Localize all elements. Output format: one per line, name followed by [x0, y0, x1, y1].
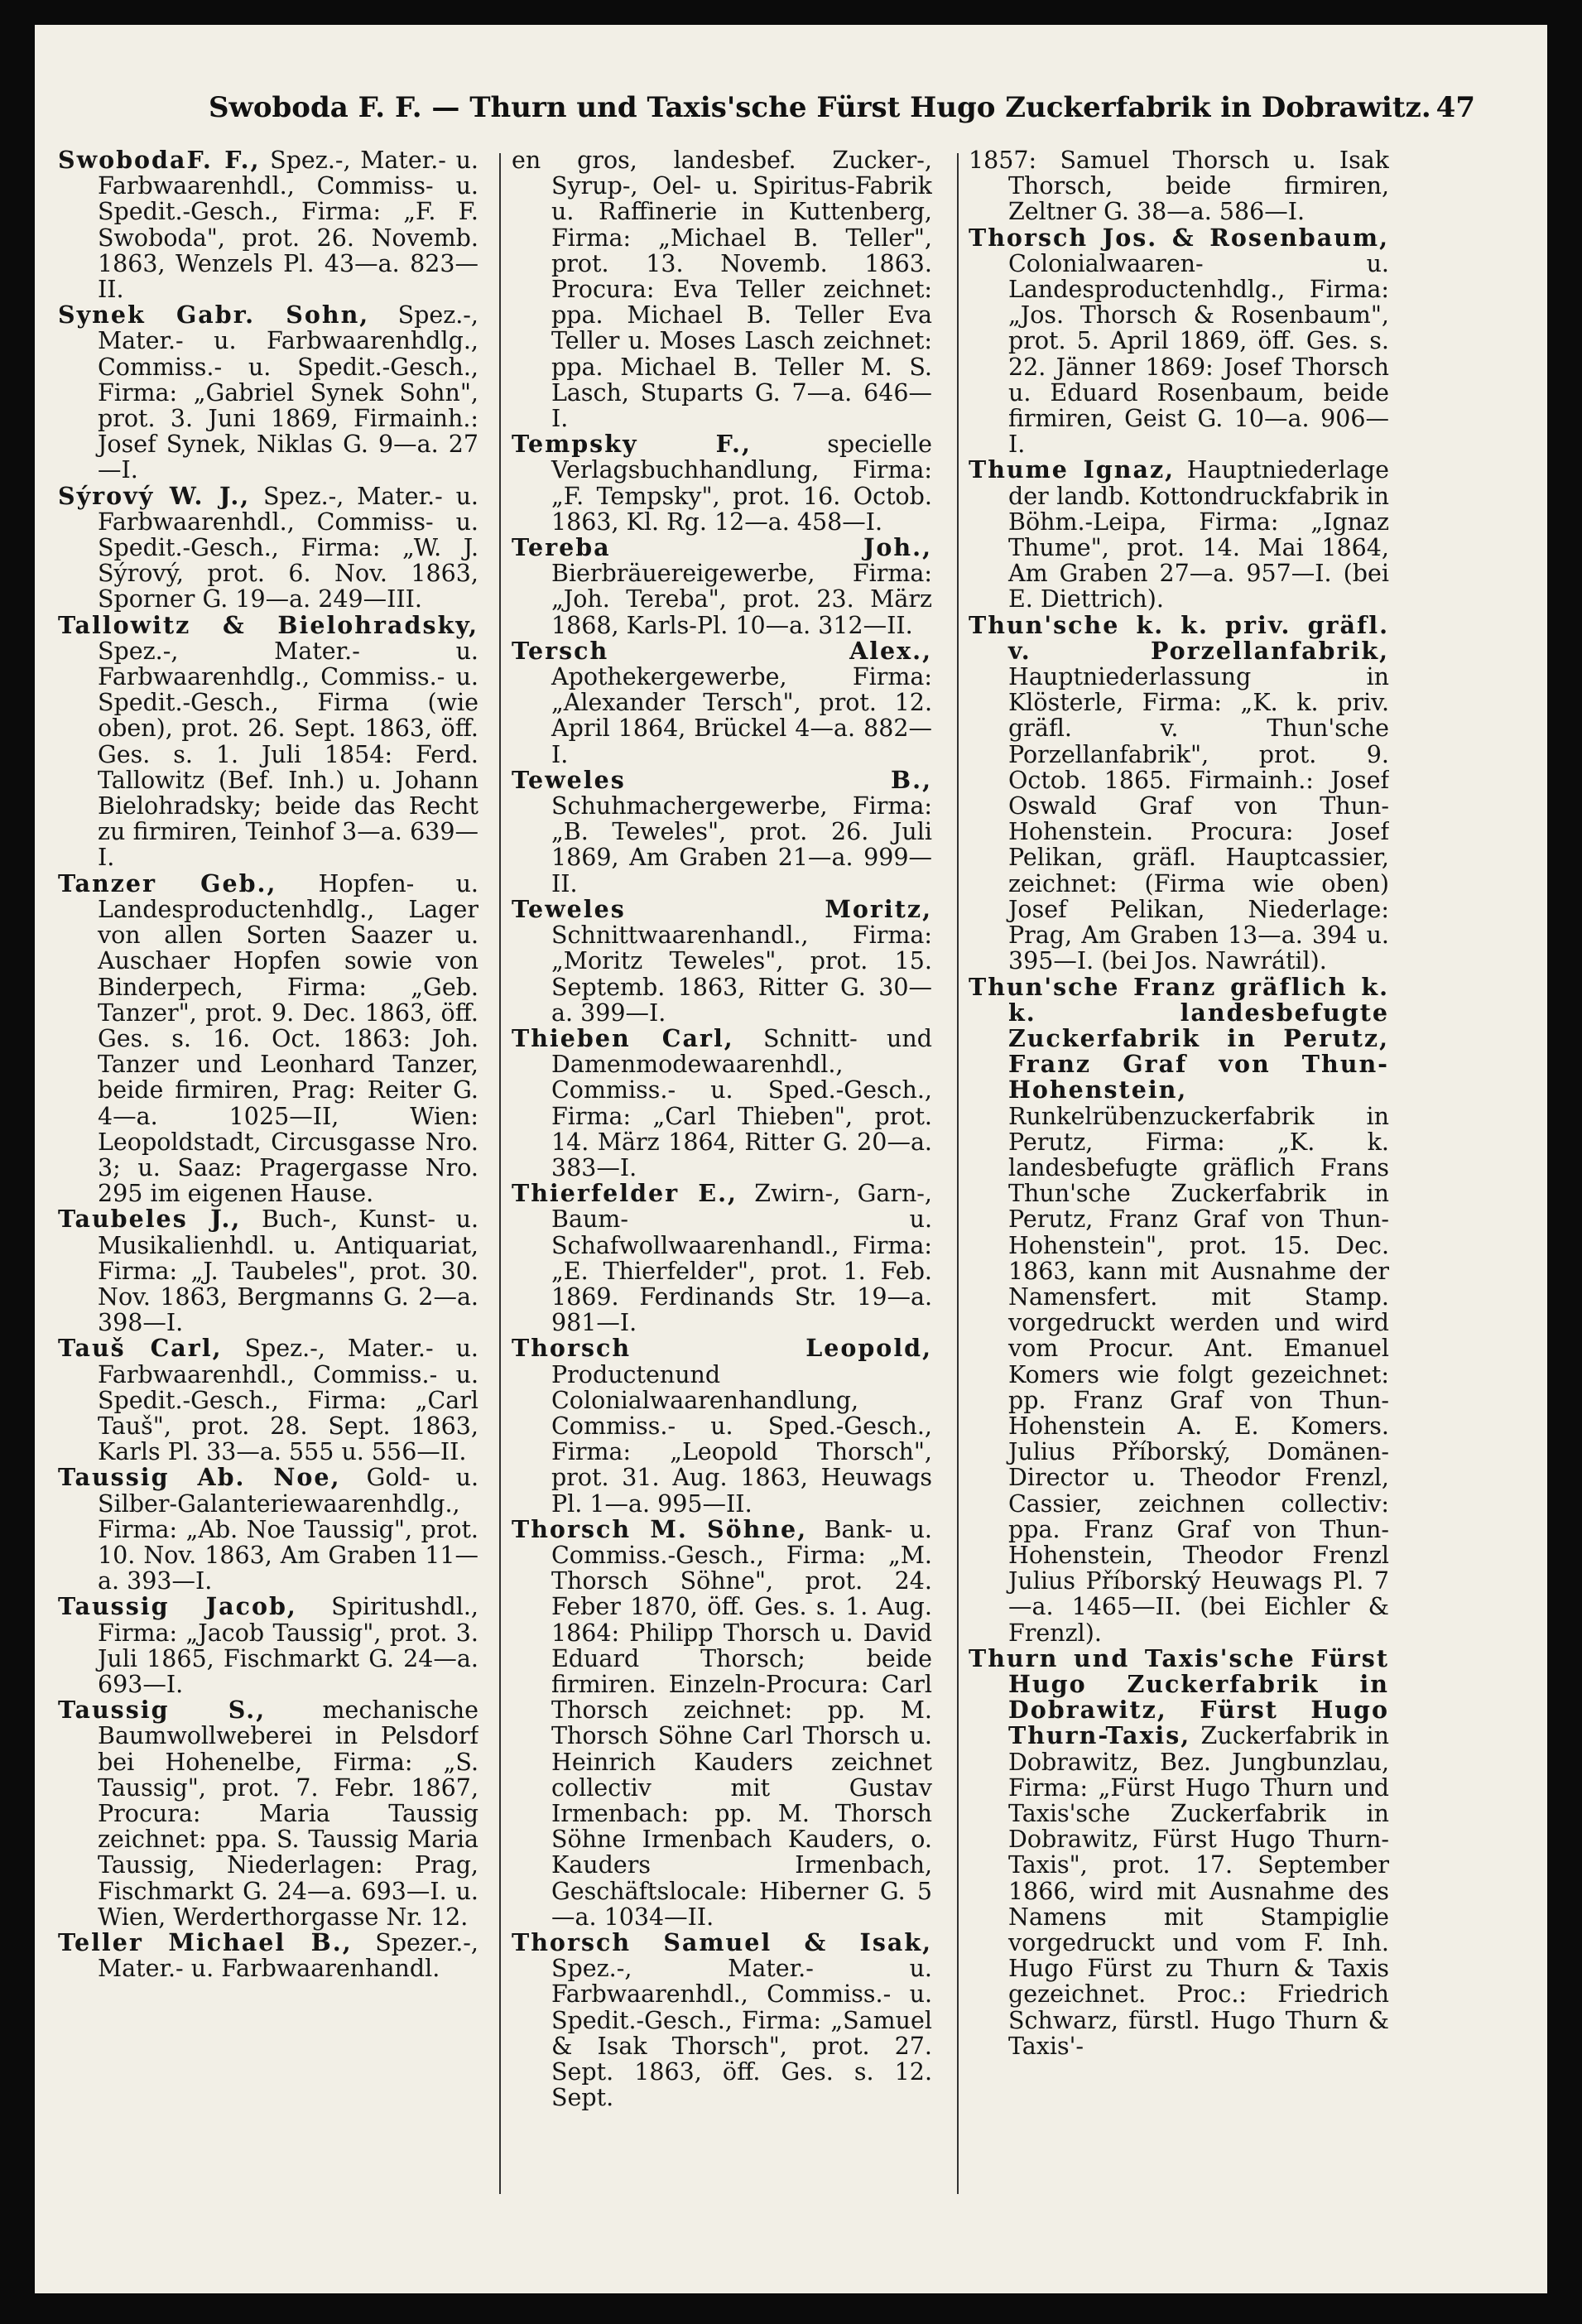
directory-entry [58, 868, 478, 1208]
directory-entry [512, 1023, 932, 1181]
entry-text: Spiritushdl., Firma: „Jacob Taussig", prot. 3. Juli 1865, Fischmarkt G. 24—a. 693—I. [98, 1593, 478, 1698]
running-header [209, 91, 1475, 141]
directory-entry [969, 457, 1389, 612]
entry-name: Thurn und Taxis'sche Fürst Hugo Zuckerfabrik in Dobrawitz, Fürst Hugo Thurn-Taxis, [969, 1643, 1389, 1750]
entry-text: Spezer.-, Mater.- u. Farbwaarenhandl. [98, 1929, 478, 1983]
directory-entry [58, 1465, 478, 1594]
directory-entry [969, 147, 1389, 225]
text-column-3 [969, 147, 1389, 2201]
entry-name: Thorsch Samuel & Isak, [512, 1928, 932, 1957]
entry-text: mechanische Baumwollweberei in Pelsdorf bei Hohenelbe, Firma: „S. Taussig", prot. 7. Febr. 1867, Procura: Maria Taussig zeichnet: ppa. S. Taussig Maria Taussig, Niederlagen: Prag, Fischmarkt G. 24—a. 693—I. u. Wien, Werderthorgasse Nr. 12. [98, 1696, 478, 1931]
directory-entry [58, 302, 478, 483]
directory-entry [58, 481, 478, 613]
entry-text: Productenund Colonialwaarenhandlung, Commiss.- u. Sped.-Gesch., Firma: „Leopold Thorsch", prot. 31. Aug. 1863, Heuwags Pl. 1—a. 995—II. [551, 1360, 932, 1518]
entry-name: Thieben Carl, [512, 1023, 734, 1052]
column-divider [957, 153, 959, 2194]
entry-text: Spez.-, Mater.- u. Farbwaarenhdl., Commiss- u. Spedit.-Gesch., Firma: „F. F. Swoboda", prot. 26. Novemb. 1863, Wenzels Pl. 43—a. 823—II. [98, 147, 478, 304]
entry-text: Hauptniederlassung in Klösterle, Firma: „K. k. priv. gräfl. v. Thun'sche Porzellanfabrik", prot. 9. Octob. 1865. Firmainh.: Josef Oswald Graf von Thun-Hohenstein. Procura: Josef Pelikan, gräfl. Hauptcassier, zeichnet: (Firma wie oben) Josef Pelikan, Niederlage: Prag, Am Graben 13—a. 394 u. 395—I. (bei Jos. Nawrátil). [1008, 663, 1389, 975]
directory-entry [512, 1930, 932, 2110]
directory-entry [58, 1594, 478, 1697]
entry-text: Schnittwaarenhandl., Firma: „Moritz Teweles", prot. 15. Septemb. 1863, Ritter G. 30—a. 399—I. [551, 921, 932, 1027]
entry-text: en gros, landesbef. Zucker-, Syrup-, Oel- u. Spiritus-Fabrik u. Raffinerie in Kuttenberg, Firma: „Michael B. Teller", prot. 13. Novemb. 1863. Procura: Eva Teller zeichnet: ppa. Michael B. Teller Eva Teller u. Moses Lasch zeichnet: ppa. Michael B. Teller M. S. Lasch, Stuparts G. 7—a. 646—I. [512, 147, 932, 433]
entry-text: Spez.-, Mater.- u. Farbwaarenhdl., Commiss- u. Spedit.-Gesch., Firma: „W. J. Sýrový, prot. 6. Nov. 1863, Sporner G. 19—a. 249—III. [98, 482, 478, 613]
text-column-1 [58, 147, 478, 2201]
directory-entry [512, 1514, 932, 1931]
entry-name: Thun'sche k. k. priv. gräfl. v. Porzellanfabrik, [969, 610, 1389, 665]
directory-entry [969, 1643, 1389, 2060]
directory-entry [58, 1206, 478, 1335]
entry-text: Hauptniederlage der landb. Kottondruckfabrik in Böhm.-Leipa, Firma: „Ignaz Thume", prot. 14. Mai 1864, Am Graben 27—a. 957—I. (bei E. Diettrich). [1008, 456, 1389, 613]
entry-name: Thun'sche Franz gräflich k. k. landesbefugte Zuckerfabrik in Perutz, Franz Graf von Thun-Hohenstein, [969, 972, 1389, 1104]
entry-name: Synek Gabr. Sohn, [58, 301, 370, 330]
entry-name: Tauš Carl, [58, 1334, 223, 1363]
entry-name: Teweles Moritz, [512, 894, 932, 923]
entry-name: Thorsch M. Söhne, [512, 1514, 808, 1543]
directory-entry [58, 1697, 478, 1930]
entry-name: Thorsch Jos. & Rosenbaum, [969, 223, 1389, 252]
entry-text: Spez.-, Mater.- u. Farbwaarenhdl., Commiss.- u. Spedit.-Gesch., Firma: „Samuel & Isak Thorsch", prot. 27. Sept. 1863, öff. Ges. s. 12. Sept. [551, 1955, 932, 2112]
entry-name: SwobodaF. F., [58, 147, 261, 174]
entry-name: Tempsky F., [512, 430, 752, 459]
entry-name: Thierfelder E., [512, 1179, 738, 1208]
entry-text: Zuckerfabrik in Dobrawitz, Bez. Jungbunzlau, Firma: „Fürst Hugo Thurn und Taxis'sche Zuckerfabrik in Dobrawitz, Fürst Hugo Thurn-Taxis", prot. 17. September 1866, wird mit Ausnahme des Namens mit Stampiglie vorgedruckt und vom F. Inh. Hugo Fürst zu Thurn & Taxis gezeichnet. Proc.: Friedrich Schwarz, fürstl. Hugo Thurn & Taxis'- [1008, 1722, 1389, 2060]
entry-text: Bank- u. Commiss.-Gesch., Firma: „M. Thorsch Söhne", prot. 24. Feber 1870, öff. Ges. s. 1. Aug. 1864: Philipp Thorsch u. David Eduard Thorsch; beide firmiren. Einzeln-Procura: Carl Thorsch zeichnet: pp. M. Thorsch Söhne Carl Thorsch u. Heinrich Kauders zeichnet collectiv mit Gustav Irmenbach: pp. M. Thorsch Söhne Irmenbach Kauders, o. Kauders Irmenbach, Geschäftslocale: Hiberner G. 5—a. 1034—II. [551, 1515, 932, 1931]
entry-name: Tallowitz & Bielohradsky, [58, 610, 478, 639]
directory-entry [512, 767, 932, 897]
directory-entry [969, 974, 1389, 1646]
entry-name: Teller Michael B., [58, 1928, 353, 1957]
entry-name: Taussig S., [58, 1696, 267, 1725]
directory-entry [512, 535, 932, 638]
directory-entry [512, 147, 932, 431]
entry-text: Gold- u. Silber-Galanteriewaarenhdlg., Firma: „Ab. Noe Taussig", prot. 10. Nov. 1863, Am Graben 11—a. 393—I. [98, 1464, 478, 1595]
column-divider [499, 153, 501, 2194]
entry-text: Hopfen- u. Landesproductenhdlg., Lager von allen Sorten Saazer u. Auschaer Hopfen sowie von Binderpech, Firma: „Geb. Tanzer", prot. 9. Dec. 1863, öff. Ges. s. 16. Oct. 1863: Joh. Tanzer und Leonhard Tanzer, beide firmiren, Prag: Reiter G. 4—a. 1025—II, Wien: Leopoldstadt, Circusgasse Nro. 3; u. Saaz: Pragergasse Nro. 295 im eigenen Hause. [98, 869, 478, 1208]
entry-text: Buch-, Kunst- u. Musikalienhdl. u. Antiquariat, Firma: „J. Taubeles", prot. 30. Nov. 1863, Bergmanns G. 2—a. 398—I. [98, 1205, 478, 1337]
entry-text: Spez.-, Mater.- u. Farbwaarenhdlg., Commiss.- u. Spedit.-Gesch., Firma (wie oben), prot. 26. Sept. 1863, öff. Ges. s. 1. Juli 1854: Ferd. Tallowitz (Bef. Inh.) u. Johann Bielohradsky; beide das Recht zu firmiren, Teinhof 3—a. 639—I. [98, 637, 478, 872]
directory-entry [58, 1930, 478, 1981]
entry-text: Schnitt- und Damenmodewaarenhdl., Commiss.- u. Sped.-Gesch., Firma: „Carl Thieben", prot. 14. März 1864, Ritter G. 20—a. 383—I. [551, 1024, 932, 1181]
directory-entry [58, 147, 478, 302]
directory-entry [512, 1181, 932, 1335]
directory-entry [512, 1335, 932, 1516]
entry-name: Tereba Joh., [512, 533, 932, 562]
entry-text: Spez.-, Mater.- u. Farbwaarenhdl., Commiss.- u. Spedit.-Gesch., Firma: „Carl Tauš", prot. 28. Sept. 1863, Karls Pl. 33—a. 555 u. 556—II. [98, 1335, 478, 1466]
page-number: 47 [1435, 91, 1475, 124]
entry-name: Thorsch Leopold, [512, 1334, 932, 1363]
directory-entry [969, 610, 1389, 975]
entry-text: Runkelrübenzuckerfabrik in Perutz, Firma: „K. k. landesbefugte gräflich Frans Thun'sche Zuckerfabrik in Perutz, Franz Graf von Thun-Hohenstein", prot. 15. Dec. 1863, kann mit Ausnahme der Namensfert. mit Stamp. vorgedruckt werden und wird vom Procur. Ant. Emanuel Komers wie folgt gezeichnet: pp. Franz Graf von Thun-Hohenstein A. E. Komers. Julius Příborský, Domänen-Director u. Theodor Frenzl, Cassier, zeichnen collectiv: ppa. Franz Graf von Thun-Hohenstein, Theodor Frenzl Julius Příborský Heuwags Pl. 7—a. 1465—II. (bei Eichler & Frenzl). [1008, 1102, 1389, 1647]
directory-entry [58, 1335, 478, 1465]
entry-name: Tanzer Geb., [58, 868, 277, 897]
entry-name: Thume Ignaz, [969, 455, 1176, 484]
directory-entry [969, 225, 1389, 458]
header-title: Swoboda F. F. — Thurn und Taxis'sche Fürst Hugo Zuckerfabrik in Dobrawitz. [209, 91, 1431, 124]
directory-entry [512, 894, 932, 1027]
entry-text: specielle Verlagsbuchhandlung, Firma: „F. Tempsky", prot. 16. Octob. 1863, Kl. Rg. 12—a. 458—I. [551, 431, 932, 536]
entry-text: Bierbräuereigewerbe, Firma: „Joh. Tereba", prot. 23. März 1868, Karls-Pl. 10—a. 312—II. [551, 560, 932, 639]
entry-name: Taussig Ab. Noe, [58, 1463, 341, 1492]
entry-name: Taubeles J., [58, 1205, 242, 1234]
entry-name: Tersch Alex., [512, 636, 932, 665]
directory-entry [58, 610, 478, 872]
directory-entry [512, 431, 932, 535]
entry-name: Sýrový W. J., [58, 481, 251, 510]
text-column-2 [512, 147, 932, 2201]
entry-text: Spez.-, Mater.- u. Farbwaarenhdlg., Commiss.- u. Spedit.-Gesch., Firma: „Gabriel Synek Sohn", prot. 3. Juni 1869, Firmainh.: Josef Synek, Niklas G. 9—a. 27—I. [98, 301, 478, 484]
entry-name: Taussig Jacob, [58, 1592, 297, 1621]
entry-name: Teweles B., [512, 765, 932, 794]
entry-text: Colonialwaaren- u. Landesproductenhdlg., Firma: „Jos. Thorsch & Rosenbaum", prot. 5. April 1869, öff. Ges. s. 22. Jänner 1869: Josef Thorsch u. Eduard Rosenbaum, beide firmiren, Geist G. 10—a. 906—I. [1008, 249, 1389, 459]
entry-text: Schuhmachergewerbe, Firma: „B. Teweles", prot. 26. Juli 1869, Am Graben 21—a. 999—II. [551, 792, 932, 897]
entry-text: 1857: Samuel Thorsch u. Isak Thorsch, beide firmiren, Zeltner G. 38—a. 586—I. [969, 147, 1389, 226]
directory-entry [512, 638, 932, 767]
entry-text: Apothekergewerbe, Firma: „Alexander Tersch", prot. 12. April 1864, Brückel 4—a. 882—I. [551, 663, 932, 768]
entry-text: Zwirn-, Garn-, Baum- u. Schafwollwaarenhandl., Firma: „E. Thierfelder", prot. 1. Feb. 1869. Ferdinands Str. 19—a. 981—I. [551, 1180, 932, 1337]
